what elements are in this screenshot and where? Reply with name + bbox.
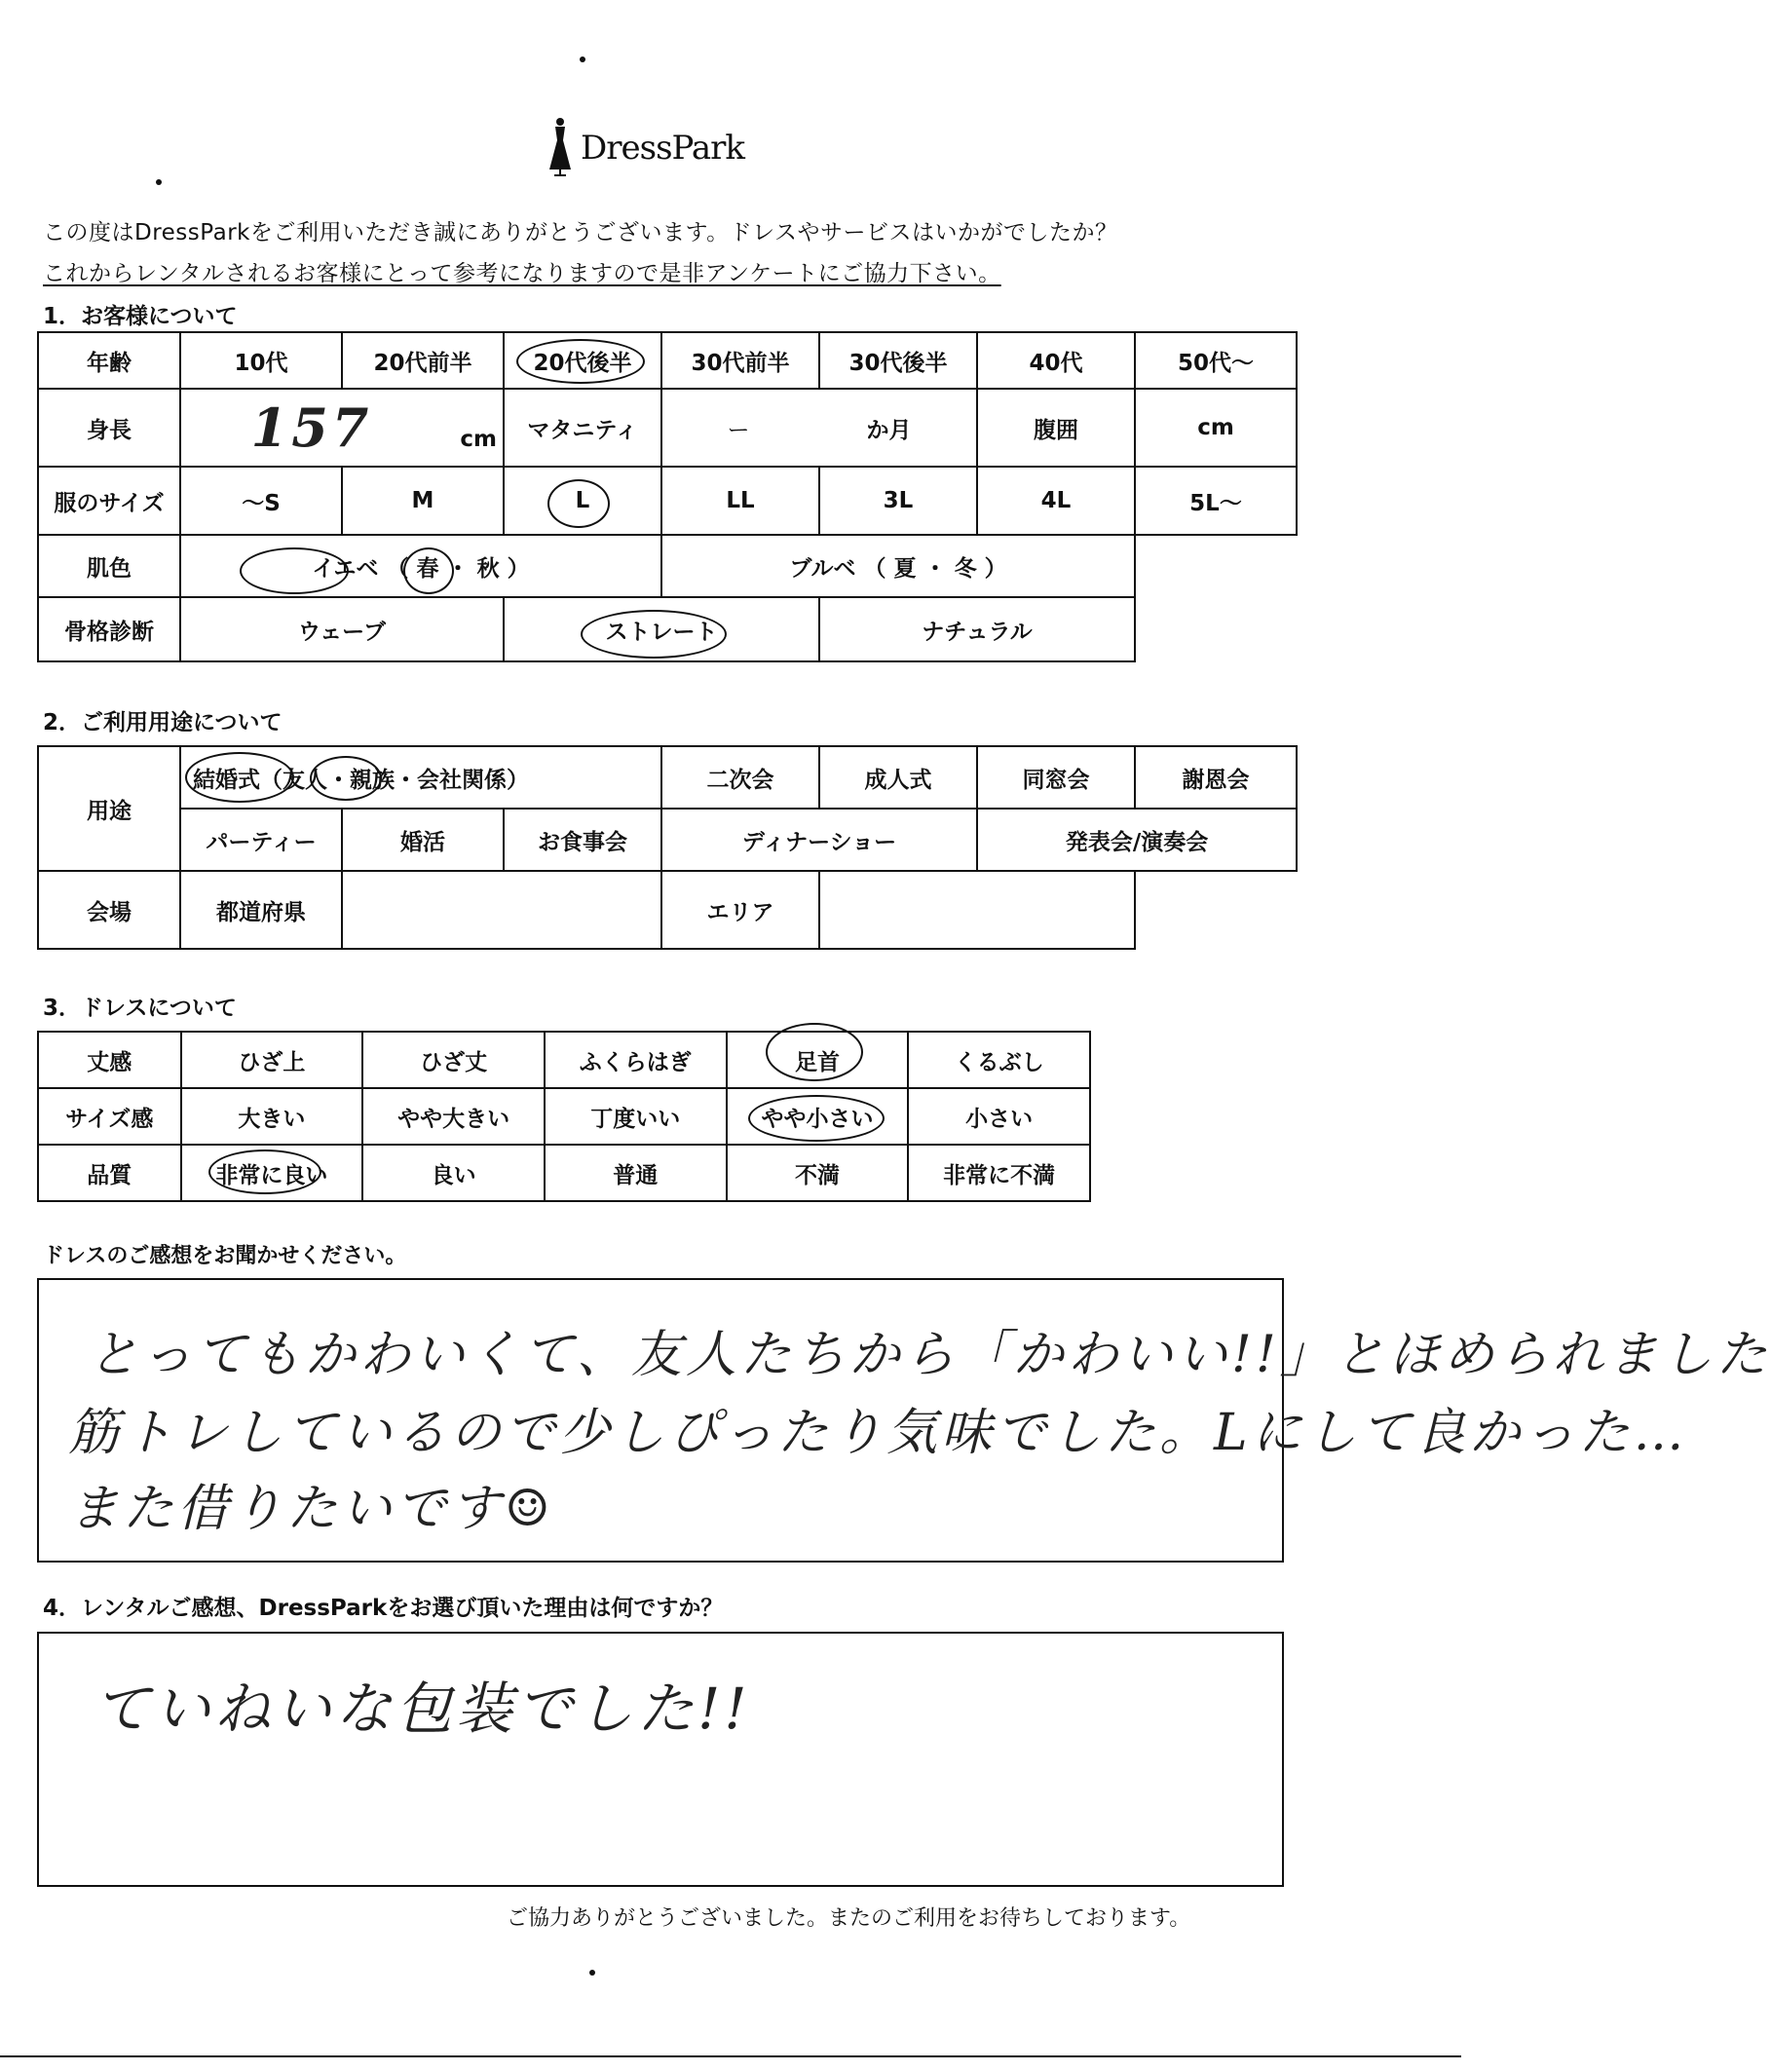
customer-table: [37, 331, 1298, 662]
handwritten-line: また借りたいです☺: [68, 1480, 554, 1538]
row-label: 会場: [38, 871, 180, 949]
frame-option[interactable]: ウェーブ: [180, 597, 504, 661]
frame-row: [38, 597, 1297, 661]
fit-option[interactable]: やや大きい: [362, 1088, 545, 1145]
summer-option[interactable]: 夏: [893, 555, 917, 582]
handwritten-line: 筋トレしているので少しぴったり気味でした。Lにして良かった…: [68, 1404, 1688, 1462]
brand-logo: [546, 115, 779, 183]
length-option[interactable]: ひざ丈: [362, 1032, 545, 1088]
paren: （: [863, 555, 886, 582]
paren: （: [386, 555, 409, 582]
age-option-selected[interactable]: 20代後半: [504, 332, 661, 389]
autumn-option[interactable]: 秋: [476, 555, 500, 582]
length-option[interactable]: ふくらはぎ: [545, 1032, 727, 1088]
maternity-unit: か月: [866, 417, 912, 443]
size-option[interactable]: LL: [661, 467, 819, 535]
row-label: 用途: [38, 746, 180, 871]
size-option[interactable]: 4L: [977, 467, 1135, 535]
handwritten-line: とってもかわいくて、友人たちから「かわいい!!」とほめられました: [88, 1326, 1771, 1384]
warm-tone-option[interactable]: イエベ: [312, 555, 379, 582]
scan-speck: [589, 1970, 595, 1976]
section-title-dress: 3．ドレスについて: [43, 996, 237, 1021]
section-title-purpose: 2．ご利用用途について: [43, 710, 283, 735]
paren: （: [260, 767, 283, 793]
age-option[interactable]: 30代後半: [819, 332, 977, 389]
row-label: 身長: [38, 389, 180, 467]
paren: ）: [984, 555, 1007, 582]
purpose-option[interactable]: お食事会: [504, 809, 661, 871]
paren: ）: [507, 555, 530, 582]
waist-label: 腹囲: [977, 389, 1135, 467]
empty-cell: [1135, 535, 1297, 597]
prefecture-input[interactable]: [342, 871, 661, 949]
length-row: [38, 1032, 1090, 1088]
waist-unit[interactable]: cm: [1135, 389, 1297, 467]
thank-you-note: ご協力ありがとうございました。またのご利用をお待ちしております。: [507, 1906, 1191, 1931]
cool-tone-field[interactable]: [661, 535, 1135, 597]
separator: ・: [923, 555, 947, 582]
row-label: 年齢: [38, 332, 180, 389]
age-option[interactable]: 10代: [180, 332, 342, 389]
scan-speck: [156, 179, 162, 185]
size-row: [38, 467, 1297, 535]
fit-option[interactable]: 小さい: [908, 1088, 1090, 1145]
quality-row: [38, 1145, 1090, 1201]
size-option[interactable]: 3L: [819, 467, 977, 535]
cool-tone-option[interactable]: ブルベ: [789, 555, 856, 582]
quality-option[interactable]: 普通: [545, 1145, 727, 1201]
maternity-value: ー: [727, 417, 750, 443]
age-option[interactable]: 20代前半: [342, 332, 504, 389]
handwritten-answer: ていねいな包装でした!!: [94, 1676, 751, 1742]
length-option-selected[interactable]: 足首: [727, 1032, 909, 1088]
purpose-row-2: [38, 809, 1297, 871]
scan-speck: [580, 57, 585, 62]
purpose-row-1: [38, 746, 1297, 809]
skin-row: [38, 535, 1297, 597]
venue-row: [38, 871, 1297, 949]
dress-comment-prompt: ドレスのご感想をお聞かせください。: [43, 1244, 407, 1268]
fit-option-selected[interactable]: やや小さい: [727, 1088, 909, 1145]
purpose-option[interactable]: 発表会/演奏会: [977, 809, 1297, 871]
fit-option[interactable]: 大きい: [181, 1088, 363, 1145]
row-label: サイズ感: [38, 1088, 181, 1145]
page-bottom-rule: [0, 2055, 1461, 2057]
maternity-label: マタニティ: [504, 389, 661, 467]
row-label: 丈感: [38, 1032, 181, 1088]
age-option[interactable]: 40代: [977, 332, 1135, 389]
purpose-option[interactable]: 婚活: [342, 809, 504, 871]
quality-option[interactable]: 良い: [362, 1145, 545, 1201]
height-row: [38, 389, 1297, 467]
area-label: エリア: [661, 871, 819, 949]
winter-option[interactable]: 冬: [954, 555, 977, 582]
purpose-option[interactable]: 同窓会: [977, 746, 1135, 809]
quality-option-selected[interactable]: 非常に良い: [181, 1145, 363, 1201]
purpose-option[interactable]: ディナーショー: [661, 809, 977, 871]
size-option-selected[interactable]: L: [504, 467, 661, 535]
purpose-option[interactable]: パーティー: [180, 809, 342, 871]
purpose-option[interactable]: 成人式: [819, 746, 977, 809]
size-option[interactable]: M: [342, 467, 504, 535]
warm-tone-field[interactable]: [180, 535, 661, 597]
purpose-option[interactable]: 謝恩会: [1135, 746, 1297, 809]
row-label: 骨格診断: [38, 597, 180, 661]
fit-row: [38, 1088, 1090, 1145]
separator: ・: [327, 767, 350, 793]
size-option[interactable]: 5L～: [1135, 467, 1297, 535]
row-label: 肌色: [38, 535, 180, 597]
frame-option-selected[interactable]: ストレート: [504, 597, 819, 661]
section-title-reason: 4．レンタルご感想、DressParkをお選び頂いた理由は何ですか？: [43, 1596, 724, 1621]
row-label: 品質: [38, 1145, 181, 1201]
quality-option[interactable]: 不満: [727, 1145, 909, 1201]
intro-line-underlined: これからレンタルされるお客様にとって参考になりますので是非アンケートにご協力下さい。: [43, 261, 1001, 286]
wedding-field[interactable]: [180, 746, 661, 809]
length-option[interactable]: くるぶし: [908, 1032, 1090, 1088]
brand-name: DressPark: [581, 129, 745, 168]
quality-option[interactable]: 非常に不満: [908, 1145, 1090, 1201]
dress-table: [37, 1031, 1091, 1202]
age-row: [38, 332, 1297, 389]
maternity-field[interactable]: [661, 389, 977, 467]
intro-line: この度はDressParkをご利用いただき誠にありがとうございます。ドレスやサービスはいかがでしたか？: [43, 220, 1118, 245]
separator: ・: [395, 767, 417, 793]
area-input[interactable]: [819, 871, 1135, 949]
age-option[interactable]: 50代～: [1135, 332, 1297, 389]
paren: ）: [507, 767, 529, 793]
reason-answer-box[interactable]: [37, 1632, 1284, 1887]
age-option[interactable]: 30代前半: [661, 332, 819, 389]
prefecture-label: 都道府県: [180, 871, 342, 949]
height-value: 157: [250, 396, 373, 459]
frame-option[interactable]: ナチュラル: [819, 597, 1135, 661]
wedding-option[interactable]: 結婚式: [193, 767, 260, 793]
empty-cell: [1135, 871, 1297, 949]
purpose-table: [37, 745, 1298, 950]
empty-cell: [1135, 597, 1297, 661]
spring-option[interactable]: 春: [416, 555, 439, 582]
friend-option[interactable]: 友人: [283, 767, 327, 793]
height-field[interactable]: [180, 389, 504, 467]
size-option[interactable]: ～S: [180, 467, 342, 535]
row-label: 服のサイズ: [38, 467, 180, 535]
separator: ・: [446, 555, 470, 582]
relative-option[interactable]: 親族: [350, 767, 395, 793]
company-option[interactable]: 会社関係: [417, 767, 507, 793]
dress-comment-box[interactable]: [37, 1278, 1771, 1563]
dress-icon: [546, 117, 575, 177]
length-option[interactable]: ひざ上: [181, 1032, 363, 1088]
section-title-customer: 1．お客様について: [43, 304, 238, 329]
purpose-option[interactable]: 二次会: [661, 746, 819, 809]
height-unit: cm: [460, 427, 497, 452]
fit-option[interactable]: 丁度いい: [545, 1088, 727, 1145]
